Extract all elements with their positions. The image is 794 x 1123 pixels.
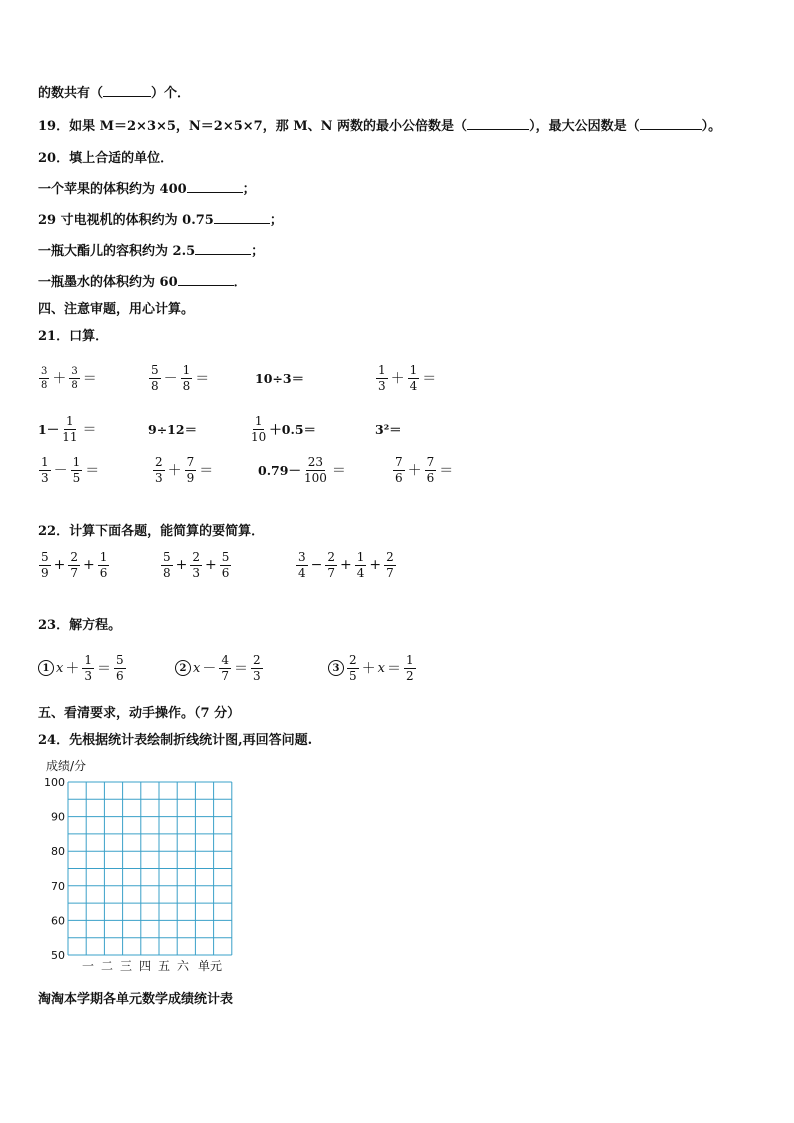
blank-bottle-unit[interactable] <box>195 243 251 255</box>
x-tick-label: 六 <box>176 959 190 973</box>
oral-3-4: $\frac{7}{6}$ ＋ $\frac{7}{6}$ ＝ <box>395 454 454 485</box>
answer-line-count <box>38 82 190 101</box>
section-5-heading: 五、看清要求，动手操作。（7 分） <box>38 706 241 721</box>
fraction: $\frac{5}{6}$ <box>221 549 230 580</box>
fraction: $\frac{5}{9}$ <box>41 549 49 580</box>
text-suffix: ）个． <box>151 86 191 101</box>
y-tick-label: 70 <box>51 879 65 893</box>
q20-apple-text: 一个苹果的体积约为 400 <box>38 182 187 197</box>
x-tick-label: 四 <box>138 959 152 973</box>
fraction: $\frac{23}{100}$ <box>303 454 327 485</box>
fraction: $\frac{5}{8}$ <box>151 362 159 393</box>
fraction: $\frac{1}{3}$ <box>41 454 49 485</box>
x-tick-label: 二 <box>100 959 114 973</box>
q19-text: 19．如果 M＝2×3×5，N＝2×5×7，那 M、N 两数的最小公倍数是（ <box>38 119 468 134</box>
oral-1-1: $\frac{3}{8}$ ＋ $\frac{3}{8}$ ＝ <box>41 365 97 391</box>
q20-tv <box>38 209 283 228</box>
oral-2-4: 3²＝ <box>375 422 402 437</box>
fraction: $\frac{2}{7}$ <box>386 549 394 580</box>
oral-1-2: $\frac{5}{8}$ － $\frac{1}{8}$ ＝ <box>151 362 210 393</box>
fraction: $\frac{2}{3}$ <box>192 549 201 580</box>
simplify-2: $\frac{5}{8}$ + $\frac{2}{3}$ + $\frac{5}{6}$ <box>163 549 230 580</box>
oral-row-1 <box>0 356 794 400</box>
oral-2-3: $\frac{1}{10}$ ＋0.5＝ <box>251 413 317 444</box>
y-tick-label: 50 <box>51 949 65 962</box>
q20-bottle-end: ； <box>251 244 265 259</box>
q19-mid-text: ），最大公因数是（ <box>529 119 640 134</box>
circled-number-2: 2 <box>175 660 191 676</box>
fraction: $\frac{3}{8}$ <box>71 365 78 391</box>
oral-2-1: 1－ $\frac{1}{11}$ ＝ <box>38 413 97 444</box>
fraction: $\frac{1}{11}$ <box>62 413 78 444</box>
fraction: $\frac{4}{7}$ <box>221 652 229 683</box>
equation-2: 2 x － $\frac{4}{7}$ ＝ $\frac{2}{3}$ <box>175 646 264 690</box>
question-20: 20．填上合适的单位． <box>38 151 174 166</box>
q20-apple <box>38 178 256 197</box>
oral-2-2: 9÷12＝ <box>148 422 198 437</box>
x-tick-label: 三 <box>119 959 133 973</box>
oral-3-1: $\frac{1}{3}$ － $\frac{1}{5}$ ＝ <box>41 454 100 485</box>
y-tick-label: 60 <box>51 914 65 928</box>
q20-tv-text: 29 寸电视机的体积约为 0.75 <box>38 213 214 228</box>
fraction: $\frac{2}{7}$ <box>70 549 79 580</box>
y-axis-label: 成绩/分 <box>46 759 87 773</box>
blank-ink-unit[interactable] <box>178 274 234 286</box>
q20-ink-text: 一瓶墨水的体积约为 60 <box>38 275 178 290</box>
fraction: $\frac{7}{9}$ <box>186 454 195 485</box>
simplify-1: $\frac{5}{9}$ + $\frac{2}{7}$ + $\frac{1}{6}$ <box>41 549 108 580</box>
y-tick-label: 100 <box>44 776 65 789</box>
fraction: $\frac{1}{4}$ <box>356 549 365 580</box>
q20-apple-end: ； <box>242 182 256 197</box>
oral-1-3: 10÷3＝ <box>255 371 305 386</box>
blank-apple-unit[interactable] <box>187 181 243 193</box>
question-22: 22．计算下面各题，能简算的要简算． <box>38 524 265 539</box>
x-tick-label: 五 <box>157 959 171 973</box>
blank-tv-unit[interactable] <box>214 212 270 224</box>
fraction: $\frac{2}{7}$ <box>327 549 336 580</box>
oral-row-2 <box>0 407 794 451</box>
fraction: $\frac{2}{3}$ <box>155 454 163 485</box>
line-chart-grid <box>40 756 240 978</box>
oral-1-4: $\frac{1}{3}$ ＋ $\frac{1}{4}$ ＝ <box>378 362 437 393</box>
fraction: $\frac{3}{4}$ <box>298 549 306 580</box>
y-tick-label: 80 <box>51 845 65 859</box>
fraction: $\frac{1}{3}$ <box>84 652 92 683</box>
fraction: $\frac{1}{2}$ <box>405 652 414 683</box>
text-prefix: 的数共有（ <box>38 86 104 101</box>
q20-bottle-text: 一瓶大酯儿的容积约为 2.5 <box>38 244 196 259</box>
table-caption: 淘淘本学期各单元数学成绩统计表 <box>38 992 234 1007</box>
fraction: $\frac{7}{6}$ <box>395 454 403 485</box>
fraction: $\frac{1}{5}$ <box>72 454 81 485</box>
fraction: $\frac{2}{3}$ <box>252 652 261 683</box>
blank-gcd[interactable] <box>640 118 702 130</box>
question-21: 21．口算． <box>38 329 109 344</box>
equation-row <box>0 646 794 690</box>
blank-lcm[interactable] <box>467 118 529 130</box>
fraction: $\frac{2}{5}$ <box>349 652 357 683</box>
fraction: $\frac{5}{6}$ <box>115 652 124 683</box>
q20-bottle <box>38 240 264 259</box>
fraction: $\frac{1}{8}$ <box>182 362 191 393</box>
x-axis-label: 单元 <box>198 959 223 973</box>
q19-end-text: ）。 <box>701 119 722 134</box>
y-tick-label: 90 <box>51 810 65 824</box>
fraction: $\frac{1}{3}$ <box>378 362 386 393</box>
fraction: $\frac{7}{6}$ <box>426 454 435 485</box>
q20-ink <box>38 271 247 290</box>
oral-3-3: 0.79－ $\frac{23}{100}$ ＝ <box>258 454 346 485</box>
circled-number-1: 1 <box>38 660 54 676</box>
fraction: $\frac{3}{8}$ <box>41 365 48 391</box>
simplify-row <box>0 543 794 587</box>
fraction: $\frac{1}{6}$ <box>99 549 108 580</box>
equation-1: 1 x ＋ $\frac{1}{3}$ ＝ $\frac{5}{6}$ <box>38 646 127 690</box>
circled-number-3: 3 <box>328 660 344 676</box>
q20-tv-end: ； <box>269 213 283 228</box>
question-23: 23．解方程。 <box>38 618 122 633</box>
question-19 <box>38 115 721 134</box>
blank-count[interactable] <box>103 85 151 97</box>
fraction: $\frac{5}{8}$ <box>163 549 171 580</box>
section-4-heading: 四、注意审题，用心计算。 <box>38 302 195 317</box>
fraction: $\frac{1}{10}$ <box>251 413 267 444</box>
question-24: 24．先根据统计表绘制折线统计图,再回答问题. <box>38 733 313 748</box>
fraction: $\frac{1}{4}$ <box>409 362 418 393</box>
simplify-3: $\frac{3}{4}$ − $\frac{2}{7}$ + $\frac{1}{4}$ + $\frac{2}{7}$ <box>298 549 394 580</box>
oral-3-2: $\frac{2}{3}$ ＋ $\frac{7}{9}$ ＝ <box>155 454 214 485</box>
x-tick-label: 一 <box>81 959 95 973</box>
equation-3: 3 $\frac{2}{5}$ ＋ x ＝ $\frac{1}{2}$ <box>328 646 417 690</box>
q20-ink-end: ． <box>233 275 247 290</box>
oral-row-3 <box>0 448 794 492</box>
